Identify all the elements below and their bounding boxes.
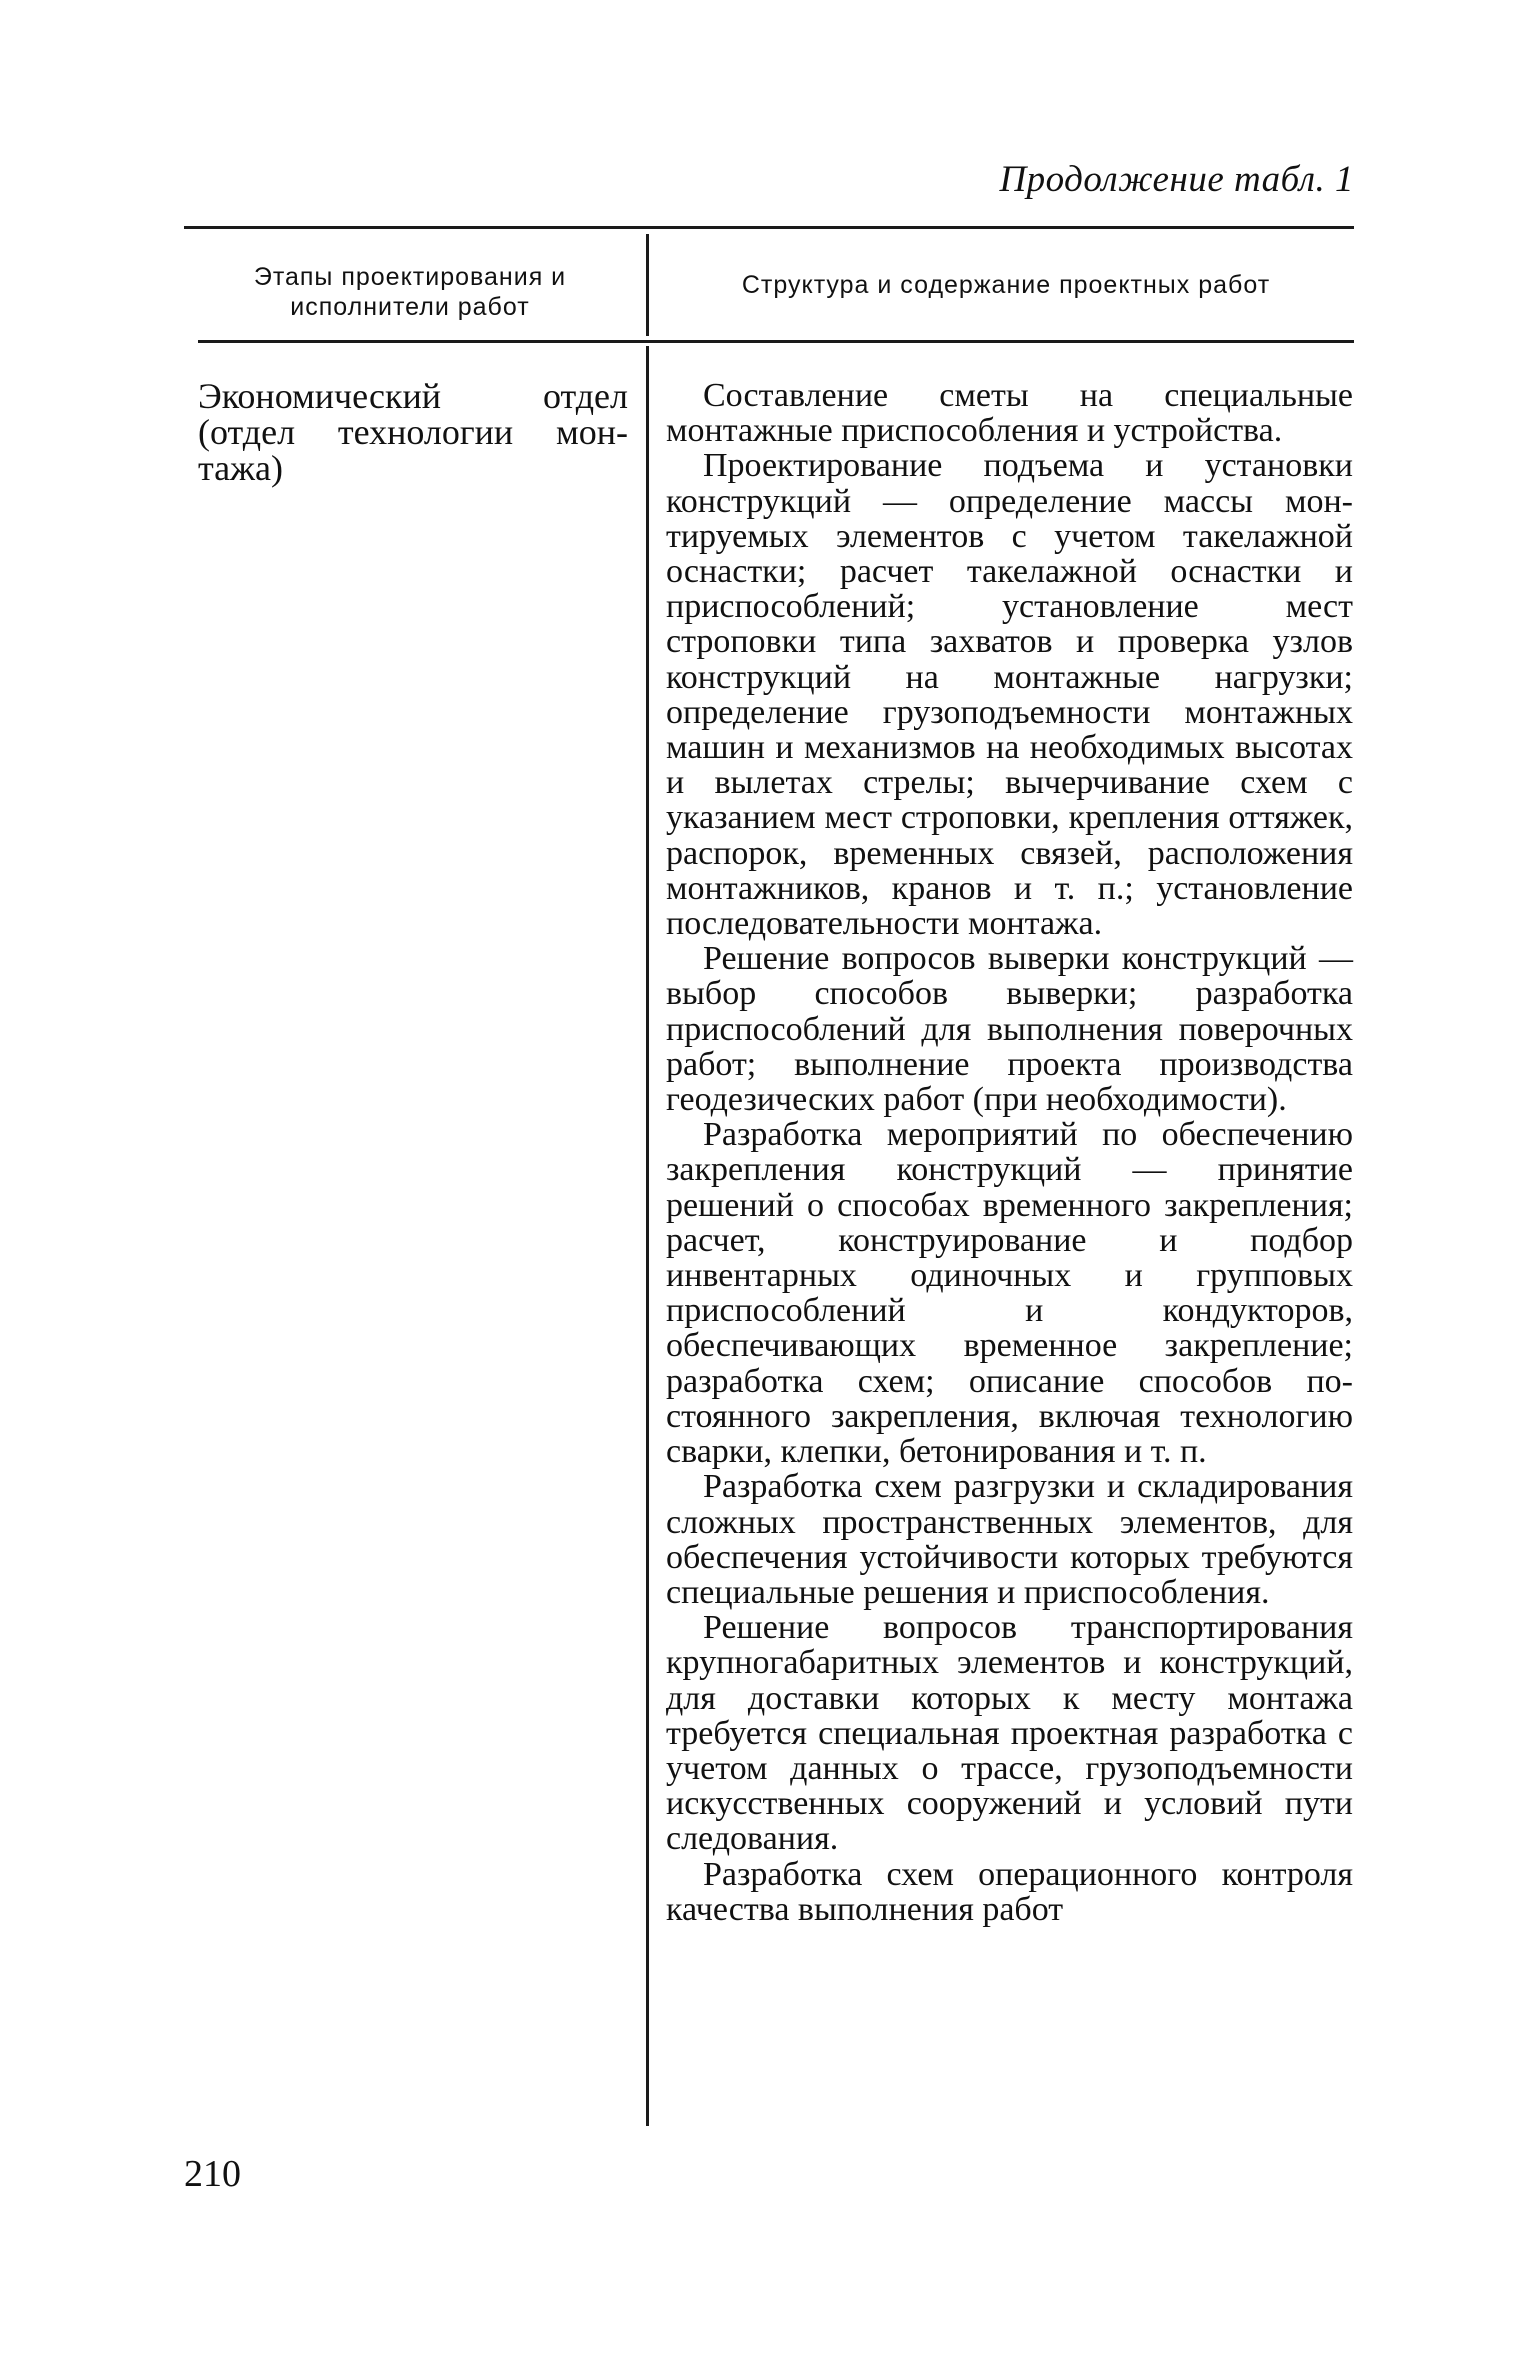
content-paragraph: Решение вопросов выверки конструкций — выбор способов выверки; разработка приспособлений для выполнения поверочных работ; выполнение проекта производства геодезических работ (при необходимости). [666,940,1353,1119]
content-cell [666,378,1353,1927]
body-column-divider [646,346,649,2126]
table-top-rule [184,226,1354,229]
content-paragraph: Проектирование подъема и установки конструкций — определение массы монтируемых элементов с учетом такелажной оснастки; расчет такелажной оснастки и приспособлений; установление мест строповки типа захватов и проверка узлов конструкций на монтажные нагрузки; определение грузоподъемности монтажных машин и механизмов на необходимых высотах и вылетах стрелы; вычерчивание схем с указанием мест строповки, крепления оттяжек, распорок, временных связей, расположения монтажников, кранов и т. п.; установление последовательности монтажа. [666,447,1353,943]
content-paragraph: Разработка схем операционного контроля качества выполнения работ [666,1855,1353,1928]
table-caption: Продолжение табл. 1 [999,159,1354,200]
column-header-structure: Структура и содержание проектных работ [741,271,1271,299]
header-bottom-rule [198,340,1354,343]
content-paragraph: Решение вопросов транспортирования крупногабаритных элементов и конструкций, для доставки которых к месту монтажа требуется специальная проектная разработка с учетом данных о трассе, грузоподъемности искусственных сооружений и условий пути следования. [666,1609,1353,1858]
content-paragraph: Составление сметы на специальные монтажные приспособления и устройства. [666,377,1353,450]
content-paragraph: Разработка мероприятий по обеспечению закрепления конструкций — принятие решений о способах временного закрепления; расчет, конструирование и подбор инвентарных одиночных и групповых приспособлений и кондукторов, обеспечивающих временное закрепление; разработка схем; описание способов постоянного закрепления, включая технологию сварки, клепки, бетонирования и т. п. [666,1116,1353,1471]
header-column-divider [646,234,649,336]
column-header-stages: Этапы проектирования и исполнители работ [253,263,567,321]
executor-cell: Экономический отдел (отдел технологии монтажа) [198,376,628,488]
content-paragraph: Разработка схем разгрузки и складирования сложных пространственных элементов, для обеспечения устойчивости которых требуются специальные решения и приспособления. [666,1468,1353,1611]
page-number: 210 [184,2153,241,2195]
